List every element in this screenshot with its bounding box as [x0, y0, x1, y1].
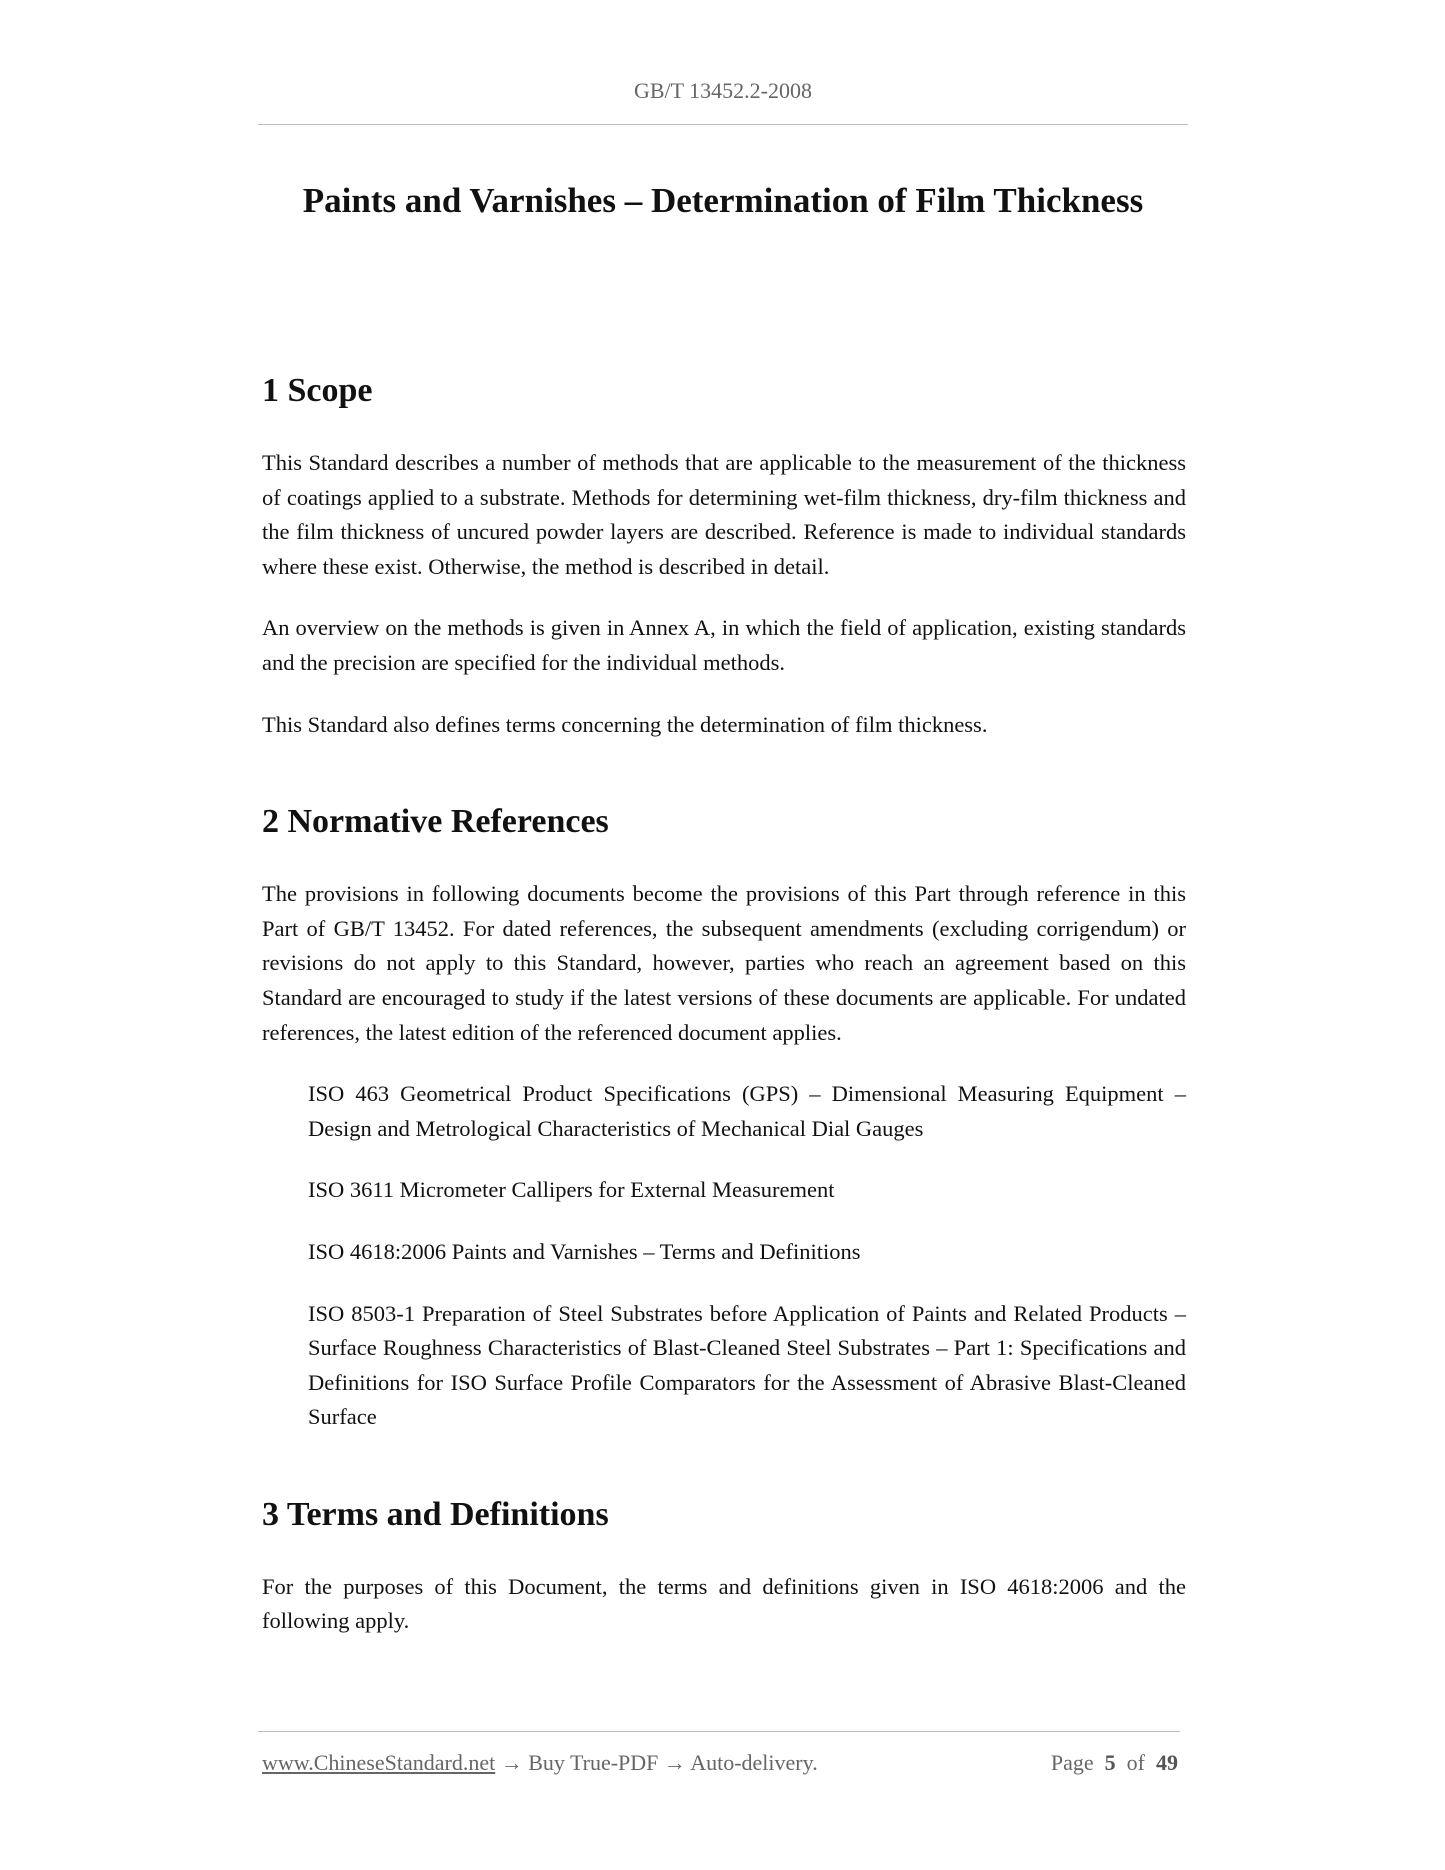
- page-counter: [1051, 1750, 1178, 1776]
- running-header: GB/T 13452.2-2008: [633, 78, 813, 103]
- of-label: of: [1126, 1750, 1145, 1775]
- header-divider: [258, 124, 1188, 125]
- document-title: Paints and Varnishes – Determination of Film Thickness: [302, 181, 1144, 220]
- section-terms: [262, 1492, 1186, 1639]
- section-heading-normative: 2 Normative References: [262, 803, 609, 841]
- reference-item: ISO 3611 Micrometer Callipers for External Measurement: [308, 1177, 835, 1203]
- reference-list: [262, 1077, 1186, 1435]
- document-body: [262, 368, 1186, 1666]
- normative-paragraph: The provisions in following documents become the provisions of this Part through reference in this Part of GB/T 13452. For dated references, the subsequent amendments (excluding corrigendum) or revisions do not apply to this Standard, however, parties who reach an agreement based on this Standard are encouraged to study if the latest versions of these documents are applicable. For undated references, the latest edition of the referenced document applies.: [262, 881, 1186, 1045]
- section-scope: [262, 368, 1186, 742]
- reference-item: ISO 4618:2006 Paints and Varnishes – Terms and Definitions: [308, 1238, 861, 1264]
- total-pages: 49: [1156, 1750, 1178, 1775]
- website-link[interactable]: www.ChineseStandard.net: [262, 1750, 496, 1775]
- reference-item: ISO 8503-1 Preparation of Steel Substrates before Application of Paints and Related Products – Surface Roughness Characteristics of Blast-Cleaned Steel Substrates – Part 1: Specifications and Definitions for ISO Surface Profile Comparators for the Assessment of Abrasive Blast-Cleaned Surface: [308, 1300, 1186, 1430]
- page-footer: [262, 1750, 1178, 1776]
- auto-delivery-text: Auto-delivery.: [690, 1750, 818, 1775]
- scope-paragraph-3: This Standard also defines terms concerning the determination of film thickness.: [262, 711, 988, 737]
- section-normative-references: [262, 799, 1186, 1435]
- buy-pdf-text: Buy True-PDF: [528, 1750, 659, 1775]
- arrow-icon: →: [500, 1750, 523, 1775]
- section-heading-scope: 1 Scope: [262, 372, 373, 409]
- terms-paragraph: For the purposes of this Document, the terms and definitions given in ISO 4618:2006 and the following apply.: [262, 1573, 1186, 1634]
- page-label: Page: [1050, 1750, 1094, 1775]
- footer-left: [262, 1750, 818, 1776]
- arrow-icon: →: [663, 1750, 686, 1775]
- page-number: 5: [1104, 1750, 1116, 1775]
- reference-item: ISO 463 Geometrical Product Specifications (GPS) – Dimensional Measuring Equipment – Design and Metrological Characteristics of Mechanical Dial Gauges: [308, 1081, 1186, 1141]
- scope-paragraph-1: This Standard describes a number of methods that are applicable to the measurement of the thickness of coatings applied to a substrate. Methods for determining wet-film thickness, dry-film thickness and the film thickness of uncured powder layers are described. Reference is made to individual standards where these exist. Otherwise, the method is described in detail.: [262, 450, 1186, 579]
- footer-divider: [258, 1731, 1180, 1732]
- scope-paragraph-2: An overview on the methods is given in Annex A, in which the field of application, existing standards and the precision are specified for the individual methods.: [262, 615, 1186, 675]
- section-heading-terms: 3 Terms and Definitions: [262, 1495, 609, 1533]
